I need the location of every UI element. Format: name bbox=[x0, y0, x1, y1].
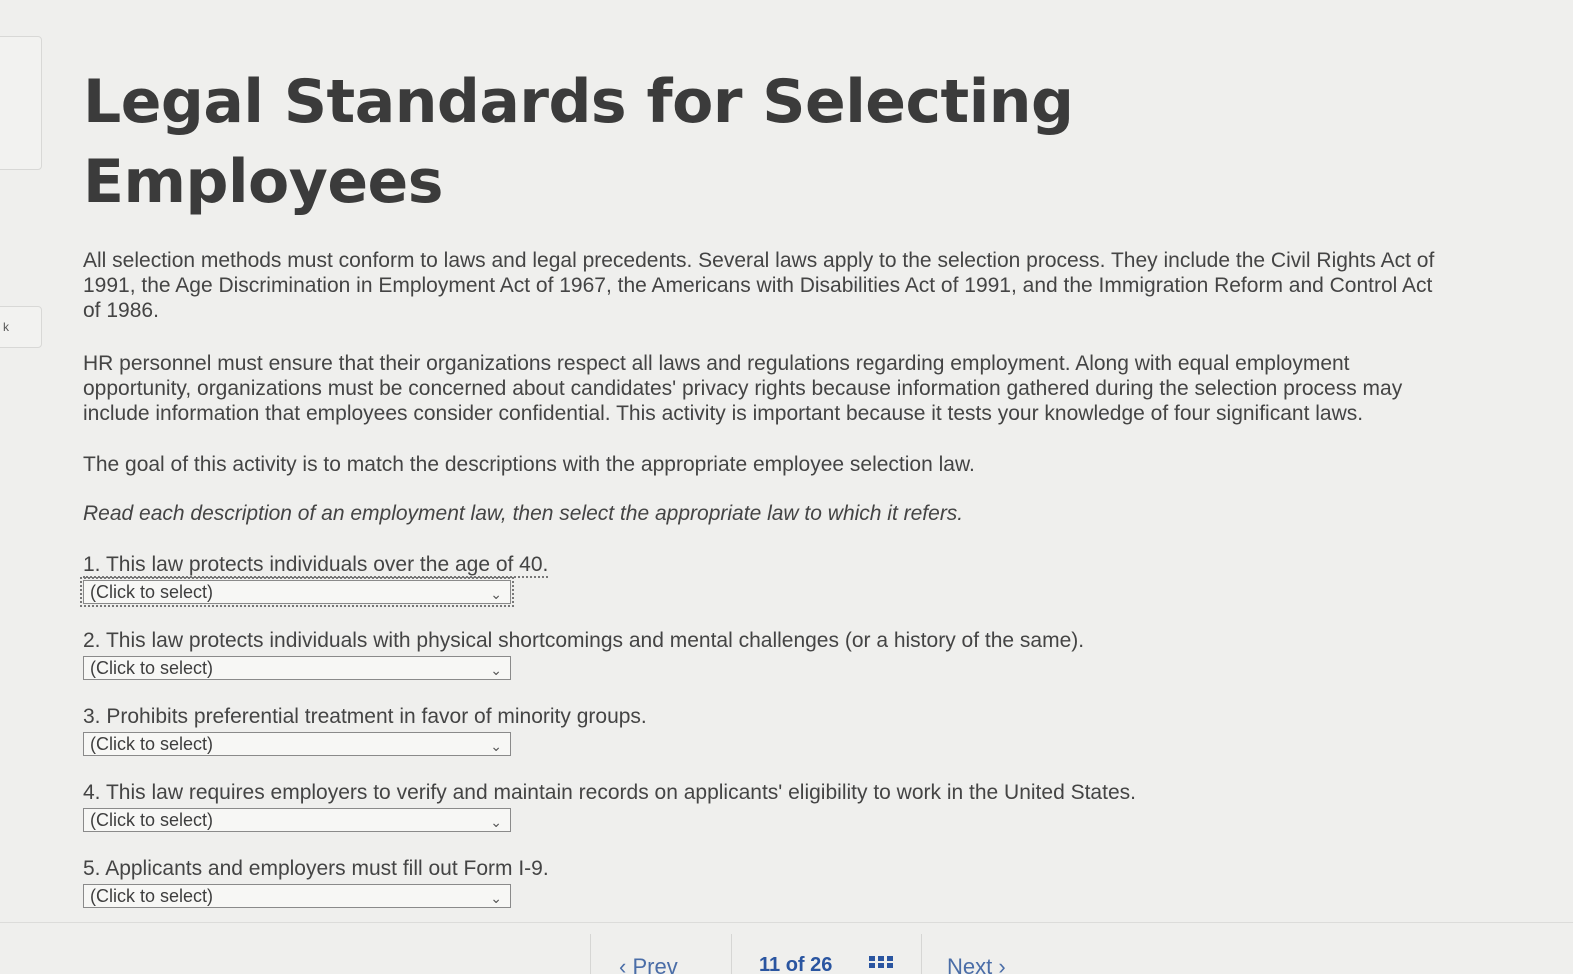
question-2-select[interactable] bbox=[83, 656, 511, 680]
question-1-select[interactable] bbox=[83, 580, 511, 604]
next-button[interactable] bbox=[947, 954, 1006, 974]
chevron-down-icon: ⌄ bbox=[490, 662, 502, 678]
intro-paragraph: All selection methods must conform to laws and legal precedents. Several laws apply to the selection process. They include the Civil Rights Act of 1991, the Age Discrimination in Employment Act of 1967, the Americans with Disabilities Act of 1991, and the Immigration Reform and Control Act of 1986. bbox=[83, 249, 1435, 322]
main-content bbox=[83, 62, 1453, 908]
next-label: Next bbox=[947, 954, 993, 974]
page-current: 11 bbox=[759, 954, 781, 974]
page-total: 26 bbox=[810, 954, 833, 974]
chevron-down-icon: ⌄ bbox=[490, 586, 502, 602]
goal-paragraph: The goal of this activity is to match the descriptions with the appropriate employee selection law. bbox=[83, 453, 975, 476]
chevron-down-icon: ⌄ bbox=[490, 814, 502, 830]
page-indicator[interactable] bbox=[759, 954, 832, 974]
question-5 bbox=[83, 856, 1453, 908]
question-4 bbox=[83, 780, 1453, 832]
select-value: (Click to select) bbox=[90, 886, 214, 906]
question-1 bbox=[83, 552, 1453, 604]
divider bbox=[731, 934, 732, 974]
page-of: of bbox=[785, 954, 805, 974]
select-value: (Click to select) bbox=[90, 810, 214, 830]
question-2-text: 2. This law protects individuals with physical shortcomings and mental challenges (or a history of the same). bbox=[83, 629, 1085, 652]
question-2 bbox=[83, 628, 1453, 680]
question-5-text: 5. Applicants and employers must fill out Form I-9. bbox=[83, 857, 549, 880]
prev-button[interactable] bbox=[619, 954, 678, 974]
question-4-text: 4. This law requires employers to verify and maintain records on applicants' eligibility to work in the United States. bbox=[83, 781, 1136, 804]
chevron-right-icon: › bbox=[998, 954, 1006, 974]
pagination-bar bbox=[590, 934, 1151, 974]
question-1-text: 1. This law protects individuals over the age of 40. bbox=[83, 553, 549, 576]
instructions-paragraph: Read each description of an employment law, then select the appropriate law to which it refers. bbox=[83, 502, 964, 525]
select-value: (Click to select) bbox=[90, 734, 214, 754]
question-3-text: 3. Prohibits preferential treatment in favor of minority groups. bbox=[83, 705, 647, 728]
question-text bbox=[83, 552, 1453, 577]
question-3-select[interactable] bbox=[83, 732, 511, 756]
question-5-select[interactable] bbox=[83, 884, 511, 908]
hr-paragraph: HR personnel must ensure that their organizations respect all laws and regulations regarding employment. Along with equal employment opportunity, organizations must be concerned about candidates' privacy rights because information gathered during the selection process may include information that employees consider confidential. This activity is important because it tests your knowledge of four significant laws. bbox=[83, 352, 1403, 425]
select-value: (Click to select) bbox=[90, 582, 214, 602]
divider bbox=[921, 934, 922, 974]
question-3 bbox=[83, 704, 1453, 756]
question-4-select[interactable] bbox=[83, 808, 511, 832]
chevron-down-icon: ⌄ bbox=[490, 738, 502, 754]
select-value: (Click to select) bbox=[90, 658, 214, 678]
footer-divider bbox=[0, 922, 1573, 923]
side-panel-toggle[interactable]: k bbox=[0, 306, 42, 348]
prev-label: Prev bbox=[632, 954, 678, 974]
grid-icon[interactable] bbox=[869, 956, 893, 974]
chevron-down-icon: ⌄ bbox=[490, 890, 502, 906]
side-panel-tab[interactable] bbox=[0, 36, 42, 170]
chevron-left-icon: ‹ bbox=[619, 954, 627, 974]
page-title: Legal Standards for Selecting Employees bbox=[83, 67, 1074, 217]
